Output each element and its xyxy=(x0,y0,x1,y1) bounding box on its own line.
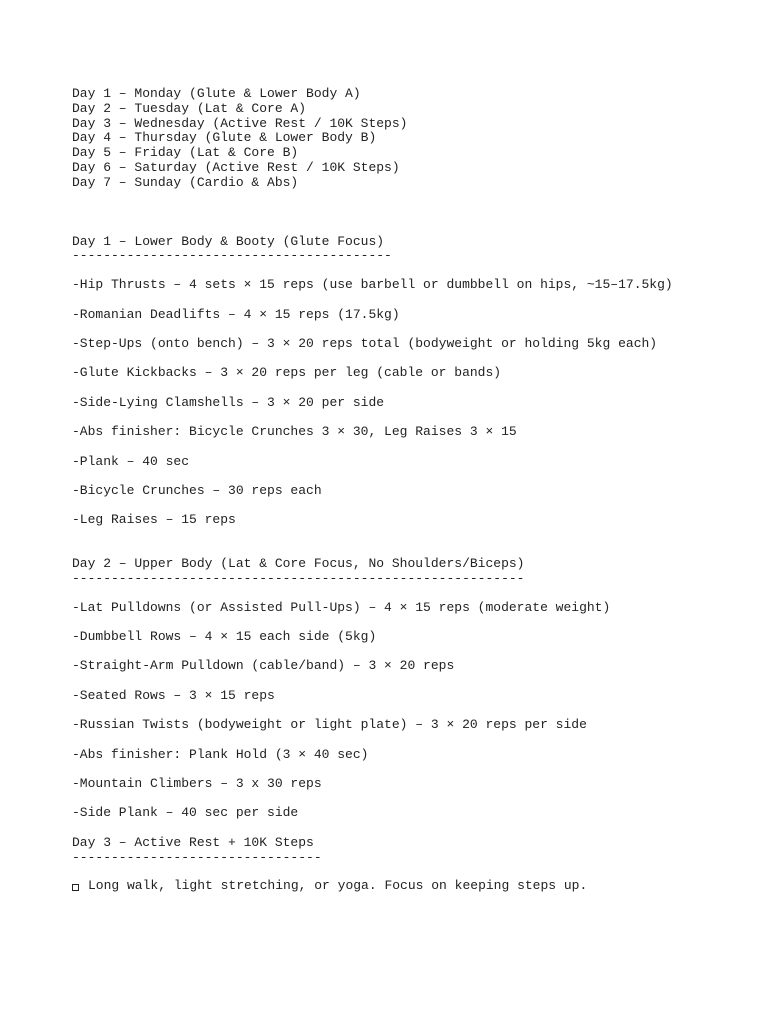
section-divider: -------------------------------- xyxy=(72,850,322,865)
exercise-item: -Glute Kickbacks – 3 × 20 reps per leg (cable or bands) xyxy=(72,365,502,381)
schedule-line: Day 6 – Saturday (Active Rest / 10K Steps) xyxy=(72,159,400,175)
exercise-item: -Side-Lying Clamshells – 3 × 20 per side xyxy=(72,394,385,410)
exercise-item: -Abs finisher: Bicycle Crunches 3 × 30, Leg Raises 3 × 15 xyxy=(72,424,517,440)
exercise-item: -Abs finisher: Plank Hold (3 × 40 sec) xyxy=(72,746,369,762)
day2-section xyxy=(72,557,752,821)
schedule-line: Day 4 – Thursday (Glute & Lower Body B) xyxy=(72,130,377,146)
schedule-line: Day 1 – Monday (Glute & Lower Body A) xyxy=(72,86,361,101)
section-divider: ----------------------------------------- xyxy=(72,249,392,264)
exercise-list xyxy=(72,601,752,822)
schedule-line: Day 7 – Sunday (Cardio & Abs) xyxy=(72,174,299,190)
section-divider: ---------------------------------------------------------- xyxy=(72,571,525,586)
exercise-item: -Straight-Arm Pulldown (cable/band) – 3 × 20 reps xyxy=(72,658,455,674)
schedule-line: Day 2 – Tuesday (Lat & Core A) xyxy=(72,100,307,116)
day1-section xyxy=(72,235,752,529)
exercise-item: -Lat Pulldowns (or Assisted Pull-Ups) – 4 × 15 reps (moderate weight) xyxy=(72,599,611,615)
exercise-item: -Step-Ups (onto bench) – 3 × 20 reps total (bodyweight or holding 5kg each) xyxy=(72,335,658,351)
square-bullet-icon xyxy=(72,884,79,891)
exercise-item: -Romanian Deadlifts – 4 × 15 reps (17.5kg) xyxy=(72,306,400,322)
section-title: Day 2 – Upper Body (Lat & Core Focus, No Shoulders/Biceps) xyxy=(72,556,525,572)
exercise-item: -Leg Raises – 15 reps xyxy=(72,512,236,528)
bullet-item xyxy=(72,879,752,894)
exercise-item: -Russian Twists (bodyweight or light plate) – 3 × 20 reps per side xyxy=(72,717,587,733)
document-page xyxy=(72,87,752,894)
exercise-item: -Hip Thrusts – 4 sets × 15 reps (use barbell or dumbbell on hips, ~15–17.5kg) xyxy=(72,277,673,293)
schedule-line: Day 5 – Friday (Lat & Core B) xyxy=(72,145,299,161)
section-title: Day 1 – Lower Body & Booty (Glute Focus) xyxy=(72,233,385,249)
exercise-item: -Seated Rows – 3 × 15 reps xyxy=(72,687,275,703)
exercise-item: -Dumbbell Rows – 4 × 15 each side (5kg) xyxy=(72,629,377,645)
exercise-item: -Side Plank – 40 sec per side xyxy=(72,805,299,821)
bullet-text: Long walk, light stretching, or yoga. Focus on keeping steps up. xyxy=(88,878,588,894)
section-title: Day 3 – Active Rest + 10K Steps xyxy=(72,834,314,850)
exercise-item: -Bicycle Crunches – 30 reps each xyxy=(72,482,322,498)
weekly-schedule xyxy=(72,87,752,191)
exercise-item: -Mountain Climbers – 3 x 30 reps xyxy=(72,776,322,792)
schedule-line: Day 3 – Wednesday (Active Rest / 10K Steps) xyxy=(72,115,408,131)
exercise-item: -Plank – 40 sec xyxy=(72,453,190,469)
day3-section xyxy=(72,836,752,894)
exercise-list xyxy=(72,278,752,528)
